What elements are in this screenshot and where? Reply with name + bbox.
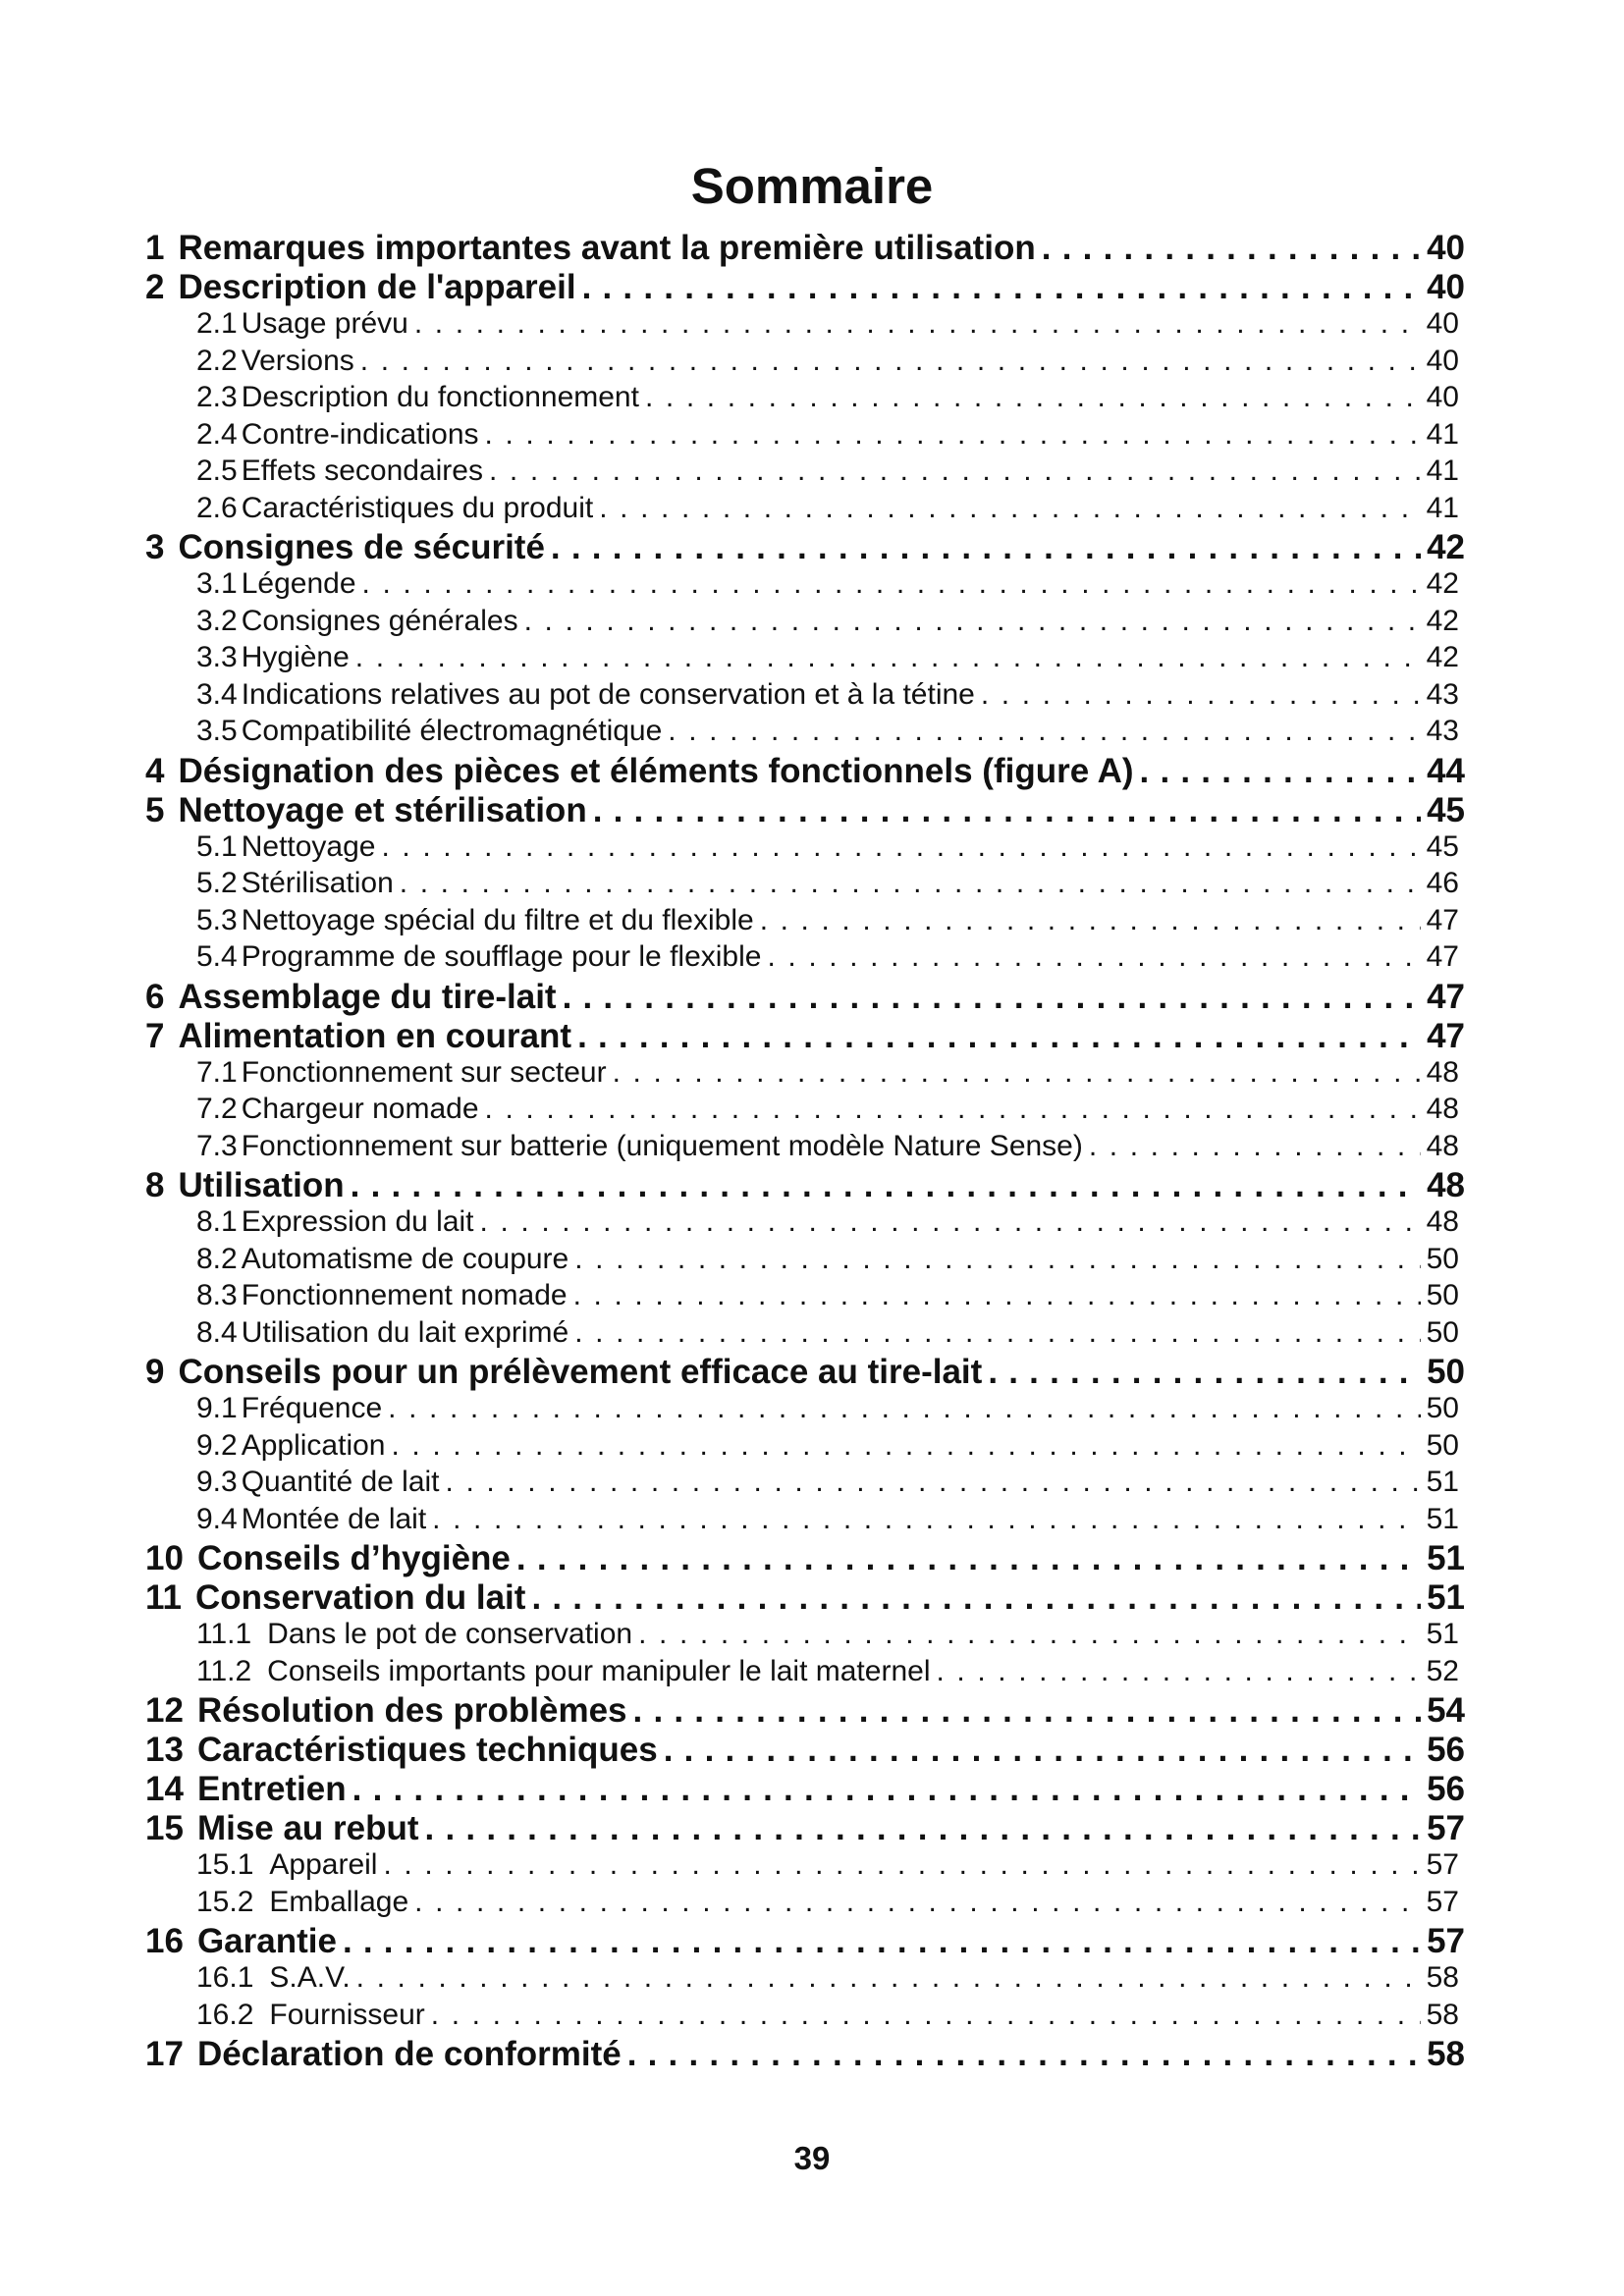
toc-entry-page: 40 <box>1426 344 1459 377</box>
dot-leader <box>563 978 1421 1017</box>
toc-entry-label: Montée de lait <box>241 1502 427 1535</box>
toc-chapter-entry[interactable] <box>0 1731 1465 1770</box>
toc-section-entry[interactable] <box>0 867 1459 904</box>
toc-entry-label: Consignes générales <box>241 604 518 637</box>
toc-entry-label: Contre-indications <box>241 417 479 451</box>
toc-entry-number: 9.1 <box>196 1392 238 1424</box>
toc-entry-number: 11.1 <box>196 1618 252 1650</box>
toc-entry-number: 5.4 <box>196 940 238 973</box>
toc-entry-page: 50 <box>1426 1242 1459 1275</box>
dot-leader <box>767 940 1420 974</box>
dot-leader <box>574 1243 1420 1276</box>
toc-entry-label: Utilisation du lait exprimé <box>241 1315 569 1349</box>
toc-chapter-entry[interactable] <box>0 1809 1465 1848</box>
dot-leader <box>446 1466 1421 1499</box>
toc-entry-label: Nettoyage et stérilisation <box>178 790 587 829</box>
toc-entry-page: 48 <box>1426 1205 1459 1238</box>
dot-leader <box>627 2035 1421 2074</box>
toc-entry-number: 5.1 <box>196 829 238 863</box>
toc-entry-page: 42 <box>1426 604 1459 637</box>
toc-entry-number: 5.3 <box>196 903 238 936</box>
toc-entry-page: 46 <box>1426 867 1459 899</box>
dot-leader <box>414 1886 1420 1919</box>
dot-leader <box>1089 1130 1421 1163</box>
toc-entry-page: 48 <box>1426 1055 1459 1089</box>
dot-leader <box>362 567 1421 601</box>
toc-entry-number: 3.3 <box>196 641 238 673</box>
toc-entry-label: Nettoyage <box>241 829 376 863</box>
toc-chapter-entry[interactable] <box>0 528 1465 567</box>
toc-entry-number: 3.1 <box>196 567 238 600</box>
toc-entry-page: 47 <box>1427 977 1465 1016</box>
toc-entry-page: 58 <box>1426 1961 1459 1994</box>
dot-leader <box>388 1392 1420 1425</box>
toc-entry-number: 13 <box>145 1731 184 1769</box>
dot-leader <box>431 1999 1421 2032</box>
toc-entry-page: 58 <box>1427 2035 1465 2073</box>
toc-entry-number: 6 <box>145 977 165 1016</box>
toc-entry-page: 50 <box>1426 1279 1459 1311</box>
dot-leader <box>480 1205 1421 1239</box>
toc-entry-page: 43 <box>1426 715 1459 747</box>
dot-leader <box>988 1353 1421 1392</box>
toc-section-entry[interactable] <box>0 678 1459 716</box>
toc-entry-label: Fonctionnement sur secteur <box>241 1055 607 1089</box>
dot-leader <box>936 1655 1420 1688</box>
dot-leader <box>551 528 1421 567</box>
toc-entry-label: Chargeur nomade <box>241 1093 479 1125</box>
toc-entry-number: 3 <box>145 528 165 566</box>
toc-entry-page: 51 <box>1426 1618 1459 1650</box>
toc-entry-page: 40 <box>1426 381 1459 413</box>
toc-entry-number: 5 <box>145 790 165 829</box>
toc-section-entry[interactable] <box>0 904 1459 941</box>
toc-section-entry[interactable] <box>0 605 1459 642</box>
toc-entry-label: Entretien <box>196 1770 347 1808</box>
toc-entry-label: Garantie <box>196 1922 337 1960</box>
toc-section-entry[interactable] <box>0 1655 1459 1692</box>
toc-entry-number: 7.1 <box>196 1055 238 1089</box>
toc-entry-page: 41 <box>1426 417 1459 451</box>
dot-leader <box>638 1618 1421 1651</box>
toc-entry-label: Désignation des pièces et éléments fonctionnels (figure A) <box>178 751 1134 790</box>
toc-chapter-entry[interactable] <box>0 268 1465 307</box>
dot-leader <box>574 1316 1420 1350</box>
toc-chapter-entry[interactable] <box>0 1539 1465 1578</box>
toc-entry-number: 8.4 <box>196 1315 238 1349</box>
dot-leader <box>668 715 1420 748</box>
dot-leader <box>414 307 1421 341</box>
dot-leader <box>981 678 1421 712</box>
toc-entry-label: Automatisme de coupure <box>241 1242 569 1275</box>
toc-entry-page: 56 <box>1427 1731 1465 1769</box>
toc-entry-number: 2.5 <box>196 454 238 487</box>
toc-entry-label: Appareil <box>269 1848 378 1881</box>
toc-chapter-entry[interactable] <box>0 2035 1465 2074</box>
toc-entry-number: 15.1 <box>196 1848 254 1881</box>
toc-entry-number: 17 <box>145 2035 184 2073</box>
toc-entry-page: 42 <box>1426 567 1459 600</box>
toc-chapter-entry[interactable] <box>0 791 1465 830</box>
toc-section-entry[interactable] <box>0 1999 1459 2036</box>
toc-section-entry[interactable] <box>0 830 1459 868</box>
toc-chapter-entry[interactable] <box>0 1691 1465 1731</box>
toc-chapter-entry[interactable] <box>0 1166 1465 1205</box>
toc-entry-number: 8 <box>145 1166 165 1204</box>
toc-entry-label: Déclaration de conformité <box>196 2035 622 2073</box>
toc-entry-number: 7.2 <box>196 1093 238 1125</box>
toc-chapter-entry[interactable] <box>0 1770 1465 1809</box>
toc-entry-page: 57 <box>1426 1885 1459 1918</box>
toc-entry-page: 51 <box>1426 1466 1459 1498</box>
toc-entry-label: Conseils importants pour manipuler le lait maternel <box>267 1654 931 1687</box>
toc-entry-page: 40 <box>1426 307 1459 340</box>
toc-entry-page: 56 <box>1427 1770 1465 1808</box>
toc-entry-number: 2.1 <box>196 307 238 340</box>
toc-entry-label: Effets secondaires <box>241 454 483 487</box>
toc-entry-page: 57 <box>1427 1809 1465 1847</box>
toc-entry-page: 50 <box>1427 1353 1465 1391</box>
toc-entry-number: 16.2 <box>196 1998 254 2031</box>
toc-entry-number: 7 <box>145 1016 165 1055</box>
toc-chapter-entry[interactable] <box>0 752 1465 791</box>
toc-entry-number: 3.4 <box>196 677 238 711</box>
dot-leader <box>524 605 1421 638</box>
toc-section-entry[interactable] <box>0 1056 1459 1094</box>
toc-entry-label: Utilisation <box>178 1166 345 1204</box>
toc-entry-page: 48 <box>1426 1129 1459 1162</box>
toc-entry-label: Description du fonctionnement <box>241 381 639 413</box>
dot-leader <box>356 1961 1421 1995</box>
toc-entry-number: 9.2 <box>196 1428 238 1462</box>
toc-entry-number: 1 <box>145 229 165 267</box>
toc-chapter-entry[interactable] <box>0 229 1465 268</box>
toc-entry-label: Légende <box>241 567 356 600</box>
page-title: Sommaire <box>690 158 934 214</box>
toc-chapter-entry[interactable] <box>0 1017 1465 1056</box>
dot-leader <box>351 1166 1421 1205</box>
toc-entry-label: Quantité de lait <box>241 1466 440 1498</box>
dot-leader <box>485 1093 1421 1126</box>
dot-leader <box>760 904 1421 937</box>
toc-entry-number: 7.3 <box>196 1129 238 1162</box>
toc-entry-page: 44 <box>1427 751 1465 790</box>
toc-section-entry[interactable] <box>0 1886 1459 1923</box>
toc-section-entry[interactable] <box>0 641 1459 678</box>
toc-entry-page: 51 <box>1426 1502 1459 1535</box>
toc-entry-page: 58 <box>1426 1998 1459 2031</box>
toc-entry-number: 2.2 <box>196 344 238 377</box>
toc-entry-label: Versions <box>241 344 354 377</box>
toc-section-entry[interactable] <box>0 940 1459 978</box>
toc-entry-number: 14 <box>145 1770 184 1808</box>
toc-entry-number: 9 <box>145 1353 165 1391</box>
toc-entry-label: Résolution des problèmes <box>196 1691 627 1730</box>
toc-entry-label: Stérilisation <box>241 867 394 899</box>
dot-leader <box>360 345 1421 378</box>
toc-entry-label: Mise au rebut <box>196 1809 419 1847</box>
toc-section-entry[interactable] <box>0 454 1459 492</box>
toc-section-entry[interactable] <box>0 1848 1459 1886</box>
toc-entry-number: 2.6 <box>196 491 238 524</box>
toc-section-entry[interactable] <box>0 1279 1459 1316</box>
toc-entry-number: 2.4 <box>196 417 238 451</box>
toc-section-entry[interactable] <box>0 1466 1459 1503</box>
dot-leader <box>432 1503 1420 1536</box>
dot-leader <box>531 1578 1421 1618</box>
toc-section-entry[interactable] <box>0 307 1459 345</box>
toc-chapter-entry[interactable] <box>0 978 1465 1017</box>
toc-section-entry[interactable] <box>0 1243 1459 1280</box>
toc-chapter-entry[interactable] <box>0 1578 1465 1618</box>
toc-entry-number: 4 <box>145 751 165 790</box>
toc-entry-label: Fournisseur <box>269 1998 425 2031</box>
toc-entry-page: 42 <box>1427 528 1465 566</box>
toc-entry-number: 8.3 <box>196 1279 238 1311</box>
toc-entry-label: Application <box>241 1428 386 1462</box>
toc-section-entry[interactable] <box>0 418 1459 455</box>
toc-entry-label: Dans le pot de conservation <box>267 1618 633 1650</box>
dot-leader <box>1042 229 1421 268</box>
toc-section-entry[interactable] <box>0 1205 1459 1243</box>
toc-entry-page: 48 <box>1427 1166 1465 1204</box>
toc-entry-number: 2 <box>145 268 165 306</box>
toc-entry-page: 51 <box>1427 1539 1465 1577</box>
toc-entry-page: 42 <box>1426 641 1459 673</box>
toc-entry-label: Caractéristiques du produit <box>241 491 594 524</box>
toc-section-entry[interactable] <box>0 381 1459 418</box>
toc-entry-number: 15 <box>145 1809 184 1847</box>
toc-entry-label: Conseils pour un prélèvement efficace au tire-lait <box>178 1353 983 1391</box>
dot-leader <box>343 1922 1421 1961</box>
toc-entry-number: 9.4 <box>196 1502 238 1535</box>
toc-entry-page: 51 <box>1427 1578 1465 1617</box>
toc-entry-number: 15.2 <box>196 1885 254 1918</box>
toc-entry-page: 45 <box>1427 790 1465 829</box>
dot-leader <box>355 641 1421 674</box>
toc-entry-number: 9.3 <box>196 1466 238 1498</box>
toc-entry-number: 3.2 <box>196 604 238 637</box>
toc-entry-label: Programme de soufflage pour le flexible <box>241 940 762 973</box>
toc-entry-page: 41 <box>1426 491 1459 524</box>
toc-chapter-entry[interactable] <box>0 1353 1465 1392</box>
toc-entry-page: 43 <box>1426 677 1459 711</box>
toc-entry-number: 11 <box>145 1578 182 1617</box>
toc-section-entry[interactable] <box>0 1316 1459 1354</box>
toc-entry-label: Fonctionnement sur batterie (uniquement modèle Nature Sense) <box>241 1129 1083 1162</box>
toc-entry-page: 47 <box>1426 940 1459 973</box>
toc-section-entry[interactable] <box>0 1961 1459 1999</box>
toc-entry-label: Usage prévu <box>241 307 408 340</box>
toc-section-entry[interactable] <box>0 1429 1459 1467</box>
toc-entry-number: 2.3 <box>196 381 238 413</box>
dot-leader <box>485 418 1421 452</box>
toc-section-entry[interactable] <box>0 1130 1459 1167</box>
toc-entry-label: Compatibilité électromagnétique <box>241 715 663 747</box>
dot-leader <box>381 830 1420 864</box>
toc-entry-number: 8.1 <box>196 1205 238 1238</box>
dot-leader <box>352 1770 1421 1809</box>
dot-leader <box>391 1429 1420 1463</box>
dot-leader <box>400 867 1421 900</box>
toc-entry-number: 11.2 <box>196 1654 252 1687</box>
toc-entry-page: 50 <box>1426 1315 1459 1349</box>
toc-section-entry[interactable] <box>0 1392 1459 1429</box>
dot-leader <box>516 1539 1421 1578</box>
toc-entry-label: Description de l'appareil <box>178 268 576 306</box>
toc-entry-number: 3.5 <box>196 715 238 747</box>
toc-entry-number: 12 <box>145 1691 184 1730</box>
page-number: 39 <box>793 2140 831 2176</box>
dot-leader <box>593 791 1421 830</box>
toc-chapter-entry[interactable] <box>0 1922 1465 1961</box>
toc-entry-page: 50 <box>1426 1428 1459 1462</box>
toc-entry-number: 16.1 <box>196 1961 254 1994</box>
dot-leader <box>489 454 1421 488</box>
toc-entry-label: Emballage <box>269 1885 409 1918</box>
table-of-contents <box>0 229 1624 2074</box>
toc-entry-page: 45 <box>1426 829 1459 863</box>
dot-leader <box>425 1809 1422 1848</box>
toc-section-entry[interactable] <box>0 715 1459 752</box>
toc-entry-page: 48 <box>1426 1093 1459 1125</box>
toc-entry-label: Alimentation en courant <box>178 1016 572 1055</box>
toc-entry-number: 8.2 <box>196 1242 238 1275</box>
toc-section-entry[interactable] <box>0 1618 1459 1655</box>
toc-entry-page: 50 <box>1426 1392 1459 1424</box>
toc-entry-label: Consignes de sécurité <box>178 528 545 566</box>
toc-entry-label: Assemblage du tire-lait <box>178 977 557 1016</box>
toc-entry-page: 40 <box>1427 229 1465 267</box>
toc-section-entry[interactable] <box>0 1503 1459 1540</box>
toc-entry-page: 54 <box>1427 1691 1465 1730</box>
toc-section-entry[interactable] <box>0 492 1459 529</box>
toc-entry-label: Indications relatives au pot de conservation et à la tétine <box>241 677 975 711</box>
toc-entry-page: 52 <box>1426 1654 1459 1687</box>
toc-entry-label: Fonctionnement nomade <box>241 1279 568 1311</box>
dot-leader <box>573 1279 1421 1312</box>
toc-entry-label: Caractéristiques techniques <box>196 1731 658 1769</box>
toc-entry-page: 47 <box>1427 1016 1465 1055</box>
toc-entry-page: 57 <box>1426 1848 1459 1881</box>
toc-entry-label: Expression du lait <box>241 1205 474 1238</box>
dot-leader <box>577 1017 1421 1056</box>
toc-entry-label: Conseils d’hygiène <box>196 1539 511 1577</box>
toc-entry-number: 10 <box>145 1539 184 1577</box>
dot-leader <box>599 492 1420 525</box>
toc-entry-label: Fréquence <box>241 1392 383 1424</box>
dot-leader <box>645 381 1421 414</box>
toc-entry-page: 47 <box>1426 903 1459 936</box>
toc-entry-page: 57 <box>1427 1922 1465 1960</box>
toc-entry-page: 41 <box>1426 454 1459 487</box>
toc-entry-number: 5.2 <box>196 867 238 899</box>
dot-leader <box>1140 752 1422 791</box>
dot-leader <box>582 268 1421 307</box>
dot-leader <box>383 1848 1420 1882</box>
toc-section-entry[interactable] <box>0 1093 1459 1130</box>
toc-section-entry[interactable] <box>0 345 1459 382</box>
toc-entry-number: 16 <box>145 1922 184 1960</box>
toc-entry-label: Hygiène <box>241 641 350 673</box>
toc-entry-label: Remarques importantes avant la première utilisation <box>178 229 1036 267</box>
toc-entry-label: Nettoyage spécial du filtre et du flexible <box>241 903 754 936</box>
toc-section-entry[interactable] <box>0 567 1459 605</box>
dot-leader <box>613 1056 1421 1090</box>
toc-entry-page: 40 <box>1427 268 1465 306</box>
toc-entry-label: Conservation du lait <box>195 1578 526 1617</box>
dot-leader <box>664 1731 1421 1770</box>
dot-leader <box>633 1691 1422 1731</box>
toc-entry-label: S.A.V. <box>269 1961 351 1994</box>
